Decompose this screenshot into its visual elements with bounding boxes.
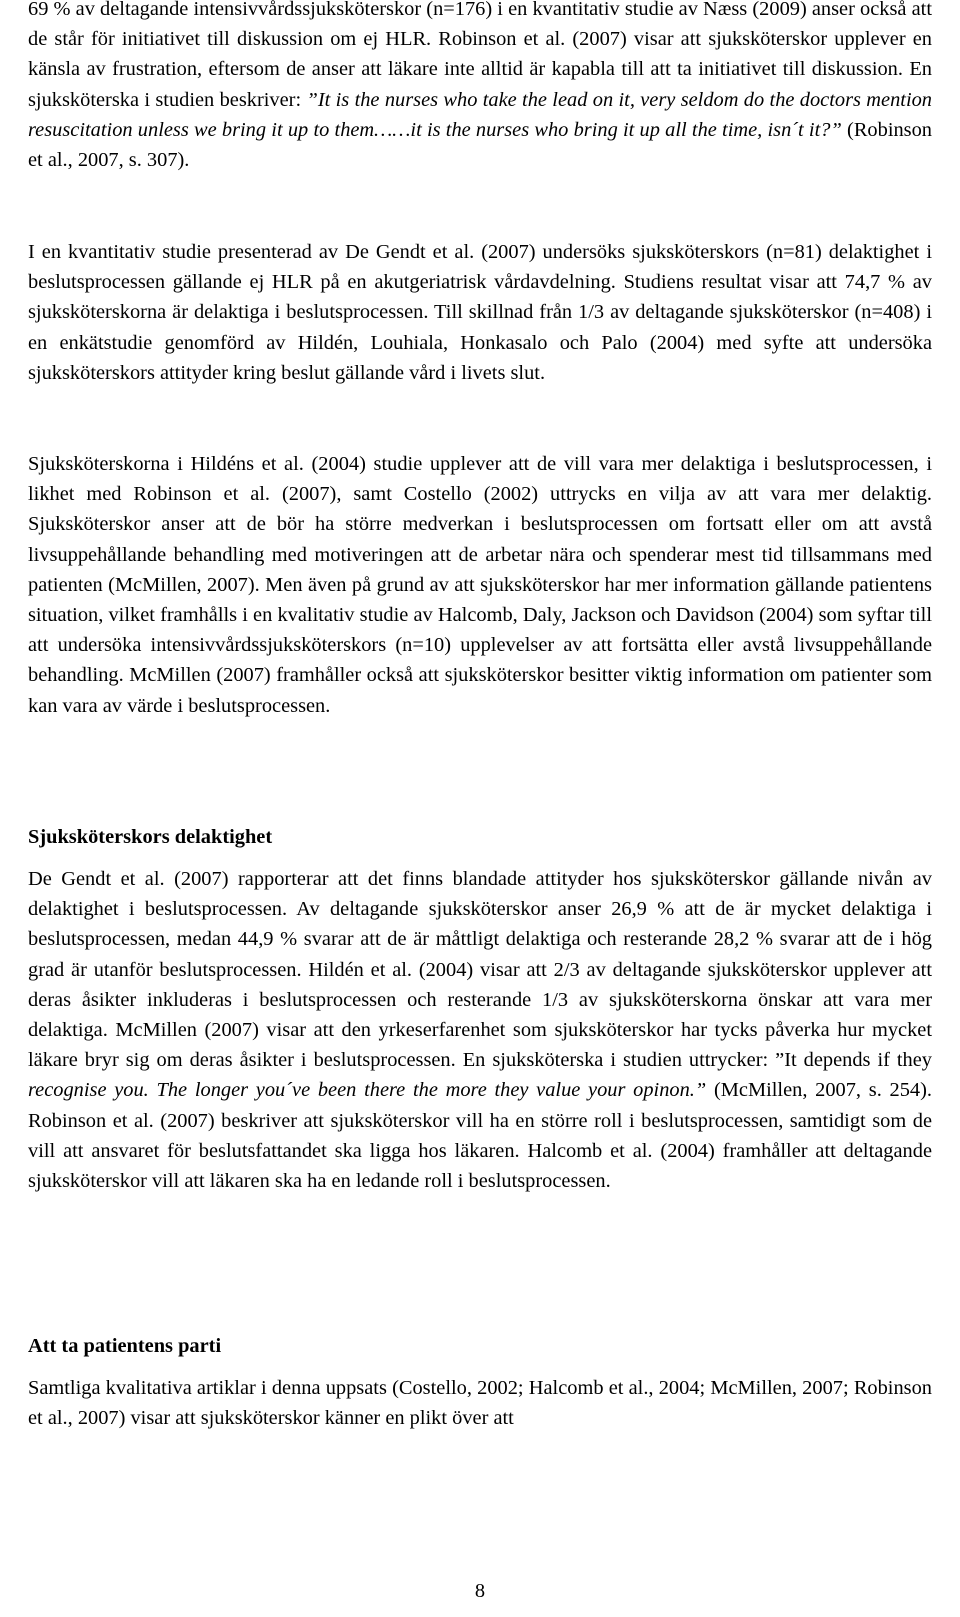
section-heading-participation: Sjuksköterskors delaktighet (28, 826, 273, 848)
paragraph-hilden-study: Sjuksköterskorna i Hildéns et al. (2004) studie upplever att de vill vara mer delaktiga i beslutsprocessen, i likhet med Robinson et al. (2007), samt Costello (2002) uttrycks en vilja av att vara mer delaktig. Sjuksköterskor anser att de bör ha större medverkan i beslutsprocessen om fortsatt eller om att avstå livsuppehållande behandling med motiveringen att de arbetar nära och spenderar mest tid tillsammans med patienten (McMillen, 2007). Men även på grund av att sjuksköterskor har mer information gällande patientens situation, vilket framhålls i en kvalitativ studie av Halcomb, Daly, Jackson och Davidson (2004) som syftar till att undersöka intensivvårdssjuksköterskors (n=10) upplevelser av att fortsätta eller avstå livsuppehållande behandling. McMillen (2007) framhåller också att sjuksköterskor besitter viktig information om patienter som kan vara av värde i beslutsprocessen. (28, 453, 932, 717)
section-heading-patient-advocacy: Att ta patientens parti (28, 1335, 222, 1357)
paragraph-initiative-discussion (28, 0, 932, 175)
paragraph-text-continued: (McMillen, 2007, s. 254). Robinson et al. (2007) beskriver att sjuksköterskor vill ha en större roll i beslutsprocessen, samtidigt som de vill att ansvaret för beslutsfattandet ska ligga hos läkaren. Halcomb et al. (2004) framhåller att deltagande sjuksköterskor vill att läkaren ska ha en ledande roll i beslutsprocessen. (28, 1079, 932, 1193)
paragraph-de-gendt-study: I en kvantitativ studie presenterad av De Gendt et al. (2007) undersöks sjuksköterskors (n=81) delaktighet i beslutsprocessen gällande ej HLR på en akutgeriatrisk vårdavdelning. Studiens resultat visar att 74,7 % av sjuksköterskorna är delaktiga i beslutsprocessen. Till skillnad från 1/3 av deltagande sjuksköterskor (n=408) i en enkätstudie genomförd av Hildén, Louhiala, Honkasalo och Palo (2004) med syfte att undersöka sjuksköterskors attityder kring beslut gällande vård i livets slut. (28, 241, 932, 384)
nurse-quote-robinson: ”It is the nurses who take the lead on it, very seldom do the doctors mention resuscitation unless we bring it up to them……it is the nurses who bring it up all the time, isn´t it?” (28, 88, 932, 141)
paragraph-participation-attitudes (28, 864, 932, 1196)
nurse-quote-mcmillen: recognise you. The longer you´ve been there the more they value your opinon.” (28, 1079, 707, 1102)
paragraph-qualitative-articles: Samtliga kvalitativa artiklar i denna uppsats (Costello, 2002; Halcomb et al., 2004; McMillen, 2007; Robinson et al., 2007) visar att sjuksköterskor känner en plikt över att (28, 1377, 932, 1430)
paragraph-text: 69 % av deltagande intensivvårdssjuksköterskor (n=176) i en kvantitativ studie av Næss (2009) anser också att de står för initiativet till diskussion om ej HLR. Robinson et al. (2007) visar att sjuksköterskor upplever en känsla av frustration, eftersom de anser att läkare inte alltid är kapabla till att ta initiativet till diskussion. En sjuksköterska i studien beskriver: (28, 0, 932, 111)
page-number: 8 (474, 1580, 486, 1602)
citation-text: (Robinson et al., 2007, s. 307). (28, 118, 932, 172)
paragraph-text: De Gendt et al. (2007) rapporterar att det finns blandade attityder hos sjuksköterskor gällande nivån av delaktighet i beslutsprocessen. Av deltagande sjuksköterskor anser 26,9 % att de är mycket delaktiga i beslutsprocessen, medan 44,9 % svarar att de är måttligt delaktiga och resterande 28,2 % svarar att de i hög grad är utanför beslutsprocessen. Hildén et al. (2004) visar att 2/3 av deltagande sjuksköterskor upplever att deras åsikter inkluderas i beslutsprocessen och resterande 1/3 av sjuksköterskorna önskar att vara mer delaktiga. McMillen (2007) visar att den yrkeserfarenhet som sjuksköterskor har tycks påverka hur mycket läkare bryr sig om deras åsikter i beslutsprocessen. En sjuksköterska i studien uttrycker: ”It depends if they (28, 868, 932, 1072)
